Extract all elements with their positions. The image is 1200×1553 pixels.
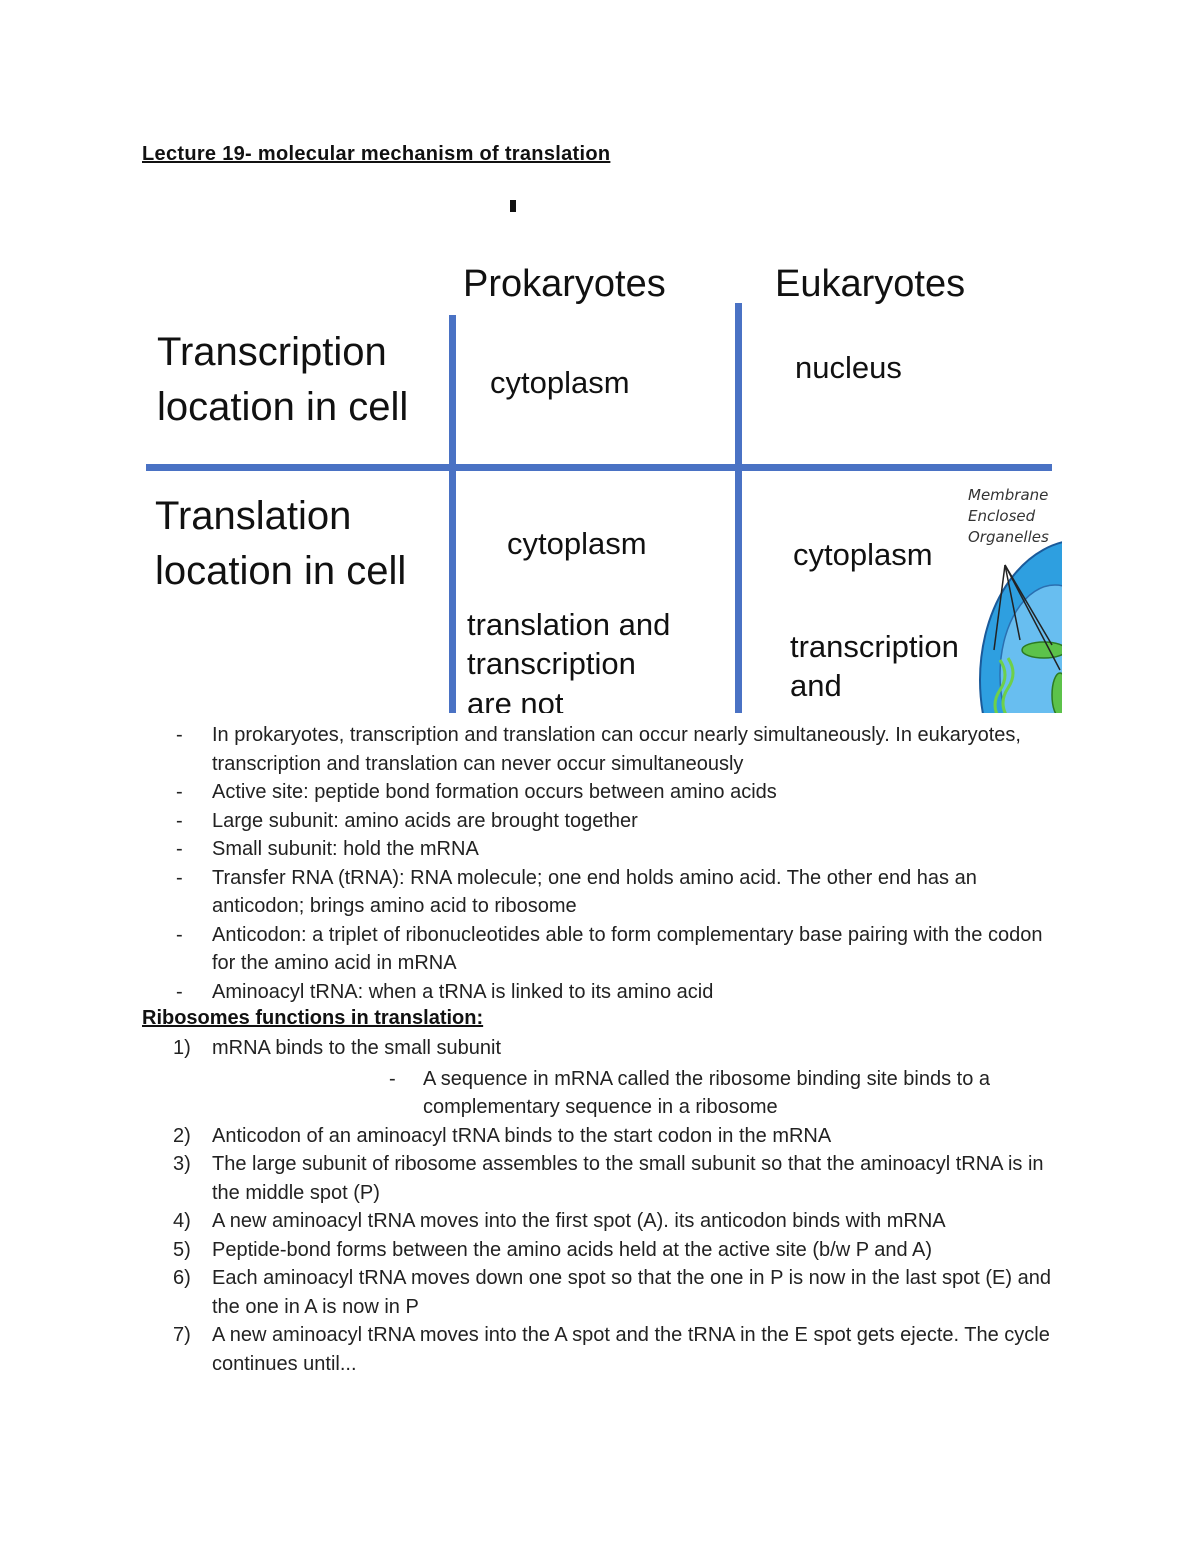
section-heading: Ribosomes functions in translation: bbox=[142, 1007, 484, 1029]
stray-mark bbox=[510, 200, 516, 212]
column-header-eukaryotes: Eukaryotes bbox=[775, 263, 966, 305]
row-label-translation bbox=[155, 489, 406, 599]
list-item-text: Aminoacyl tRNA: when a tRNA is linked to its amino acid bbox=[212, 980, 714, 1003]
list-item-text: Large subunit: amino acids are brought together bbox=[212, 809, 638, 832]
list-item bbox=[0, 807, 1200, 836]
step-number: 2) bbox=[173, 1124, 191, 1147]
step-number: 6) bbox=[173, 1267, 191, 1289]
table-divider-vertical-2 bbox=[735, 303, 742, 713]
table-divider-vertical-1 bbox=[449, 315, 456, 713]
numbered-step bbox=[0, 1150, 1200, 1207]
comparison-table-image bbox=[140, 245, 1062, 713]
table-divider-horizontal bbox=[146, 464, 1052, 471]
list-item bbox=[0, 835, 1200, 864]
list-item bbox=[0, 864, 1200, 921]
cell-translation-eukaryotes: cytoplasm bbox=[793, 537, 933, 572]
numbered-step bbox=[0, 1122, 1200, 1151]
page-title: Lecture 19- molecular mechanism of translation bbox=[142, 143, 611, 165]
mitochondrion-shape bbox=[1022, 642, 1062, 658]
eukaryotic-cell-illustration bbox=[960, 480, 1062, 713]
step-text: mRNA binds to the small subunit bbox=[212, 1037, 502, 1059]
step-text: Peptide-bond forms between the amino acids held at the active site (b/w P and A) bbox=[212, 1238, 933, 1261]
numbered-step bbox=[0, 1034, 1200, 1063]
column-header-prokaryotes: Prokaryotes bbox=[463, 263, 666, 305]
note-line: are not bbox=[467, 685, 564, 713]
numbered-step bbox=[0, 1321, 1200, 1378]
step-number: 4) bbox=[173, 1210, 191, 1232]
step-text: The large subunit of ribosome assembles to the small subunit so that the aminoacyl tRNA is in the middle spot (P) bbox=[212, 1153, 1044, 1204]
list-item-text: In prokaryotes, transcription and translation can occur nearly simultaneously. In eukaryotes, transcription and translation can never occur simultaneously bbox=[212, 724, 1021, 775]
bullet-marker: - bbox=[176, 923, 183, 946]
bullet-marker: - bbox=[176, 809, 183, 832]
list-item-text: Transfer RNA (tRNA): RNA molecule; one end holds amino acid. The other end has an anticodon; brings amino acid to ribosome bbox=[212, 866, 977, 917]
numbered-step bbox=[0, 1207, 1200, 1236]
bullet-marker: - bbox=[176, 781, 183, 803]
step-number: 7) bbox=[173, 1324, 191, 1346]
definition-list bbox=[0, 721, 1200, 1006]
bullet-marker: - bbox=[176, 866, 183, 889]
row-label-transcription bbox=[157, 325, 408, 435]
sub-list-item bbox=[0, 1065, 1200, 1122]
eukaryotes-note bbox=[790, 627, 959, 706]
list-item-text: Anticodon: a triplet of ribonucleotides able to form complementary base pairing with the codon for the amino acid in mRNA bbox=[212, 923, 1043, 974]
row-label-line: location in cell bbox=[155, 549, 407, 594]
step-number: 1) bbox=[173, 1037, 191, 1059]
note-line: and bbox=[790, 668, 842, 704]
cell-transcription-eukaryotes: nucleus bbox=[795, 350, 902, 385]
note-line: transcription bbox=[467, 646, 636, 682]
list-item bbox=[0, 778, 1200, 807]
graphic-label: Enclosed bbox=[968, 507, 1036, 525]
note-line: translation and bbox=[467, 607, 671, 642]
prokaryotes-note bbox=[467, 605, 670, 713]
step-text: Anticodon of an aminoacyl tRNA binds to the start codon in the mRNA bbox=[212, 1124, 832, 1147]
row-label-line: Translation bbox=[155, 494, 352, 538]
list-item-text: Small subunit: hold the mRNA bbox=[212, 838, 479, 860]
list-item-text: Active site: peptide bond formation occurs between amino acids bbox=[212, 781, 777, 803]
graphic-label: Membrane bbox=[968, 486, 1049, 504]
cell-transcription-prokaryotes: cytoplasm bbox=[490, 365, 630, 400]
ribosome-steps-list bbox=[0, 1034, 1200, 1378]
list-item bbox=[0, 921, 1200, 978]
row-label-line: location in cell bbox=[157, 385, 409, 430]
step-text: A new aminoacyl tRNA moves into the A spot and the tRNA in the E spot gets ejecte. The cycle continues until... bbox=[212, 1324, 1050, 1375]
bullet-marker: - bbox=[389, 1067, 396, 1090]
step-number: 3) bbox=[173, 1153, 191, 1175]
sub-list-item-text: A sequence in mRNA called the ribosome binding site binds to a complementary sequence in a ribosome bbox=[423, 1067, 991, 1118]
list-item bbox=[0, 721, 1200, 778]
bullet-marker: - bbox=[176, 838, 183, 860]
step-text: A new aminoacyl tRNA moves into the first spot (A). its anticodon binds with mRNA bbox=[212, 1210, 946, 1232]
bullet-marker: - bbox=[176, 980, 183, 1003]
note-line: transcription bbox=[790, 629, 959, 664]
step-number: 5) bbox=[173, 1238, 191, 1261]
list-item bbox=[0, 978, 1200, 1007]
numbered-step bbox=[0, 1264, 1200, 1321]
cell-translation-prokaryotes: cytoplasm bbox=[507, 526, 647, 561]
step-text: Each aminoacyl tRNA moves down one spot so that the one in P is now in the last spot (E) and the one in A is now in P bbox=[212, 1267, 1051, 1318]
graphic-label: Organelles bbox=[968, 528, 1049, 546]
bullet-marker: - bbox=[176, 724, 183, 746]
numbered-step bbox=[0, 1236, 1200, 1265]
row-label-line: Transcription bbox=[157, 330, 387, 374]
